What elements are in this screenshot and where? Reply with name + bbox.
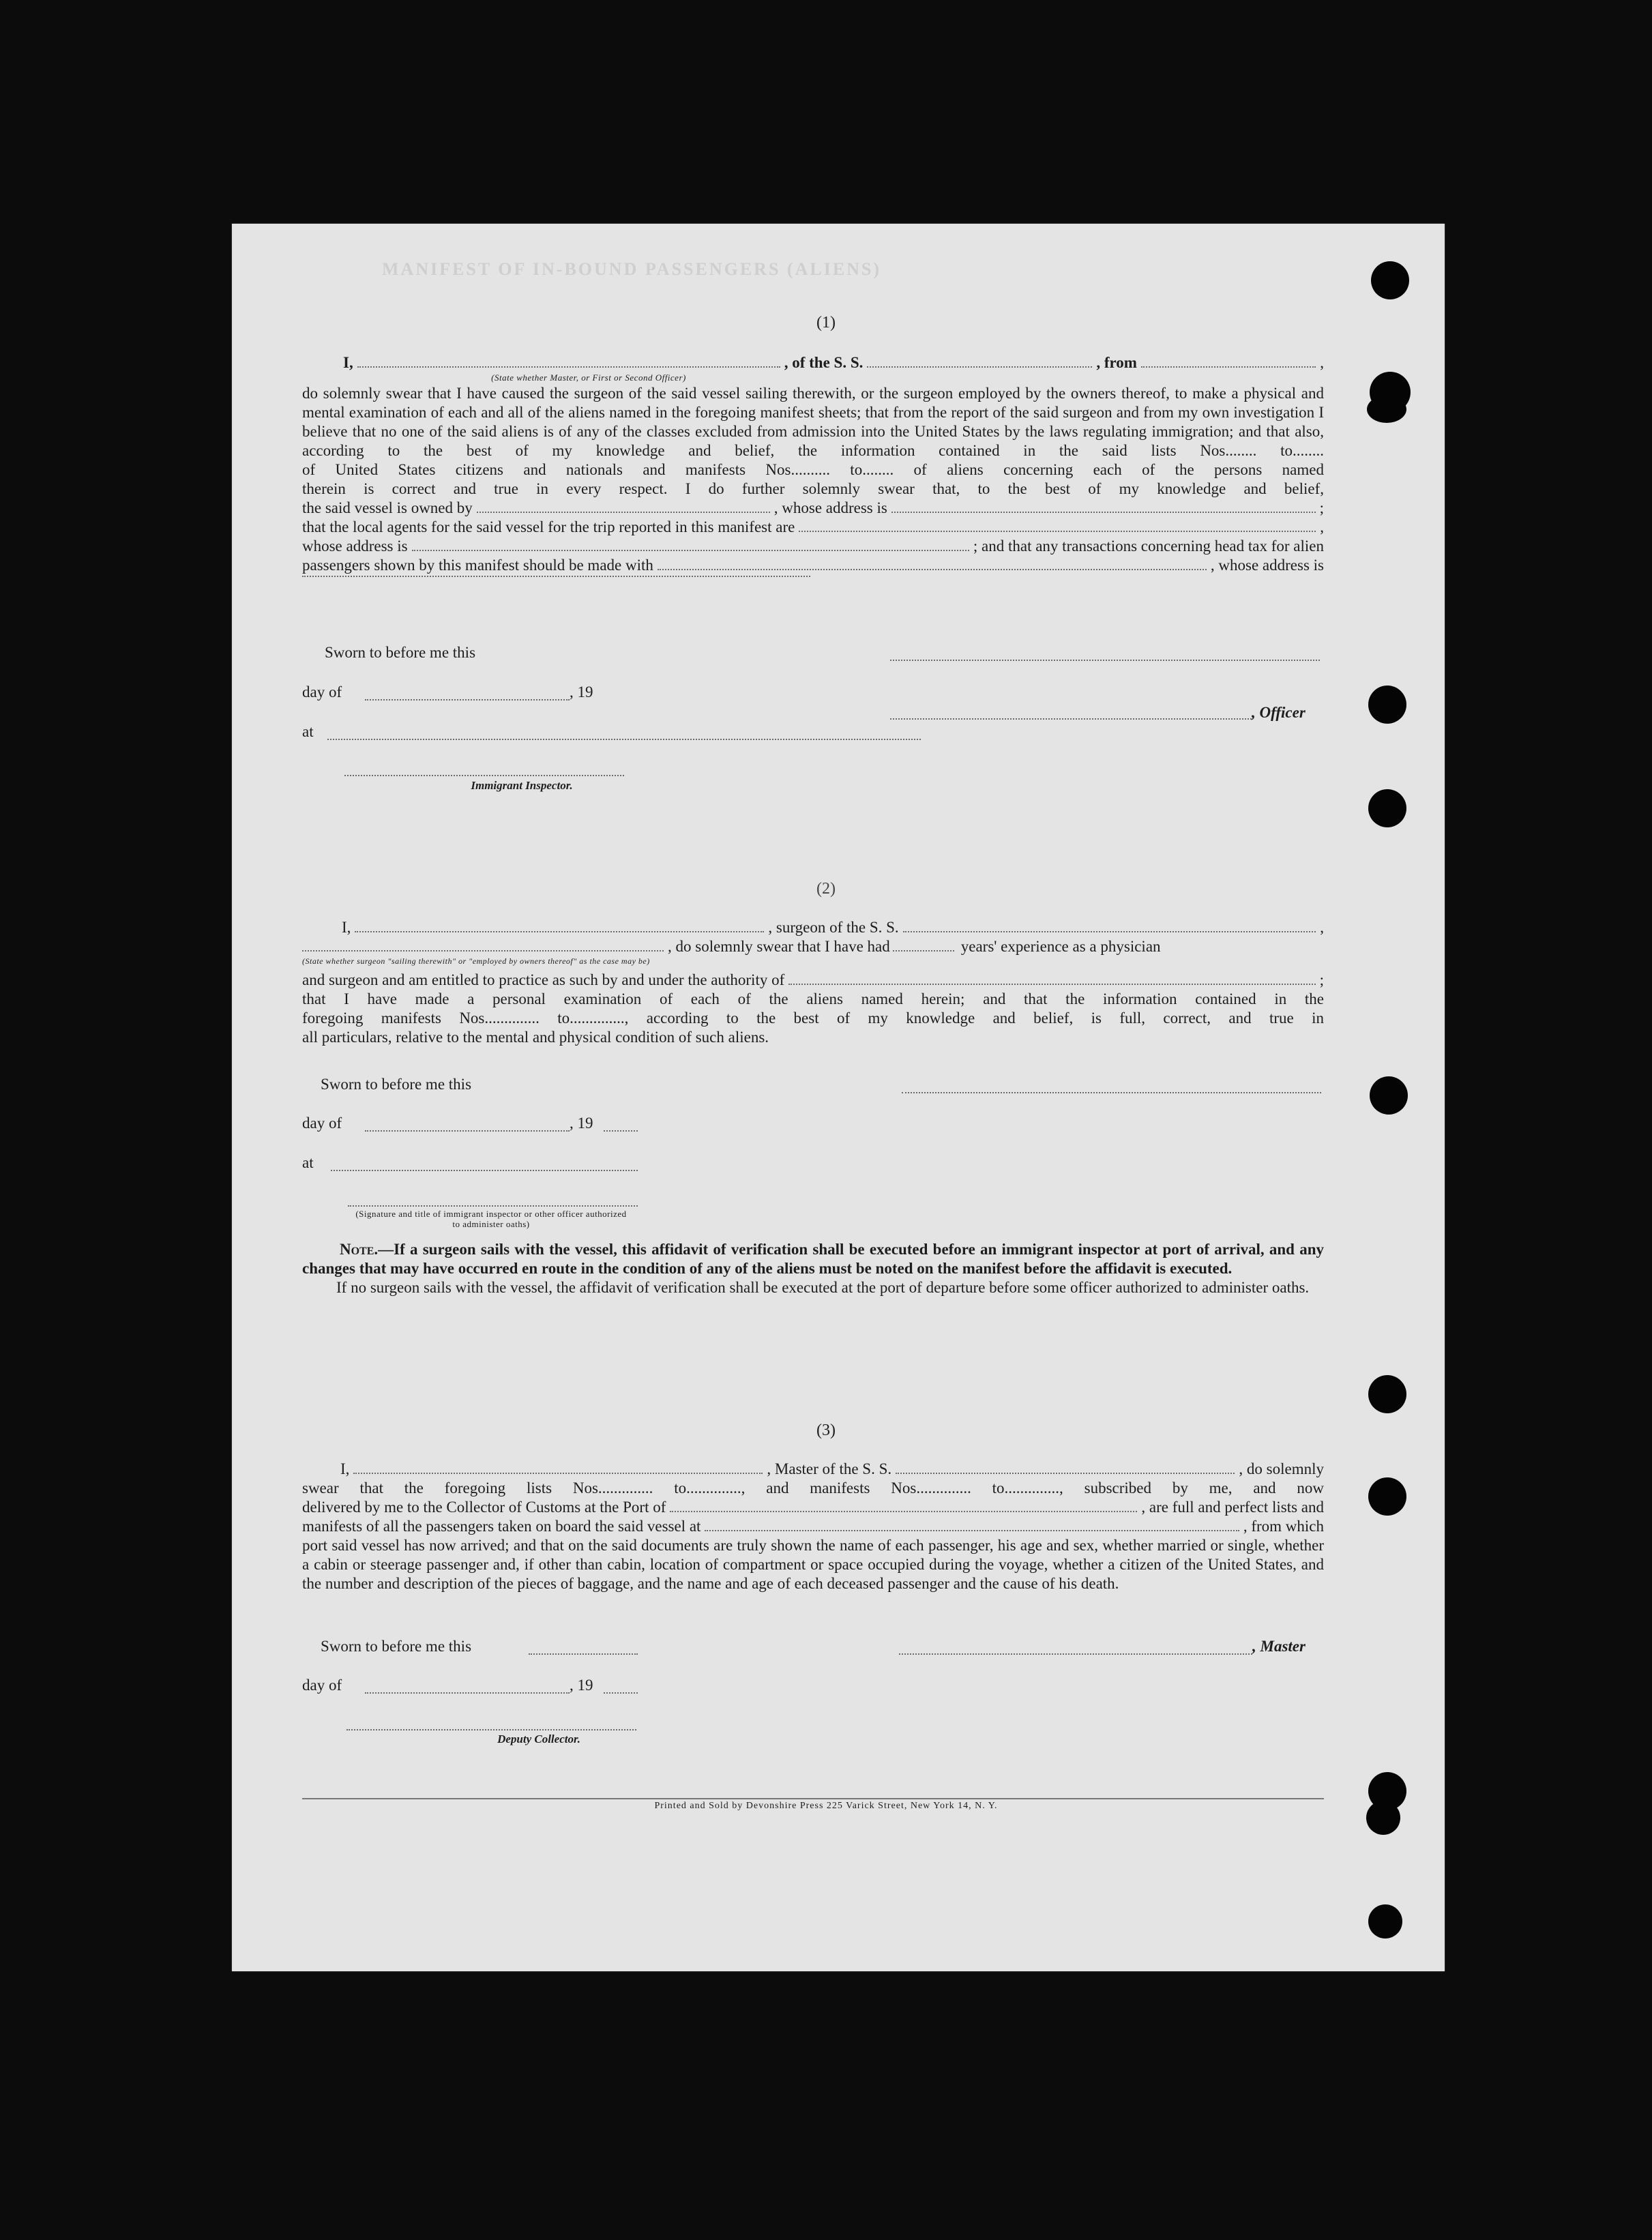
agents-address-field — [412, 549, 969, 551]
s2-l2-b: years' experience as a physician — [960, 938, 1161, 955]
s1-officer-line — [890, 718, 1252, 720]
printer-footer: Printed and Sold by Devonshire Press 225 Varick Street, New York 14, N. Y. — [654, 1801, 998, 1811]
punch-hole — [1371, 261, 1409, 299]
s1-inspector: Immigrant Inspector. — [471, 779, 573, 792]
s1-line-6 — [302, 537, 1324, 556]
s2-year: , 19 — [570, 1115, 593, 1132]
s1-officer: , Officer — [1252, 704, 1306, 721]
port-field — [670, 1510, 1137, 1512]
s3-day: day of — [302, 1677, 342, 1694]
surgeon-name-field — [355, 930, 764, 932]
s3-year-line — [604, 1692, 638, 1694]
s2-line-2 — [302, 937, 1324, 956]
s3-master: , Master — [1252, 1638, 1306, 1655]
s1-body: do solemnly swear that I have caused the surgeon of the said vessel sailing therewith, or the surgeon employed by the owners thereof, to make a physical and mental examination of each and all of the aliens named in the foregoing manifest sheets; that from the report of the said surgeon and from my own investigation I believe that no one of the said aliens is of any of the classes excluded from admission into the United States by the laws regulating immigration; and that also, according to the best of my knowledge and belief, the information contained in the said lists Nos........ to........ — [302, 385, 1324, 459]
s1-l5-a: that the local agents for the said vessel for the trip reported in this manifest are — [302, 518, 795, 535]
s1-day: day of — [302, 683, 342, 701]
owner-address-field — [891, 511, 1316, 513]
s1-l1-note: (State whether Master, or First or Second Officer) — [491, 372, 686, 383]
s1-day-line — [365, 698, 570, 701]
master-name-field — [353, 1472, 763, 1474]
s1-line-7 — [302, 556, 1324, 575]
s3-l3-a: delivered by me to the Collector of Customs at the Port of — [302, 1499, 666, 1516]
s2-l2-a: , do solemnly swear that I have had — [668, 938, 890, 955]
s2-note — [302, 1240, 1324, 1297]
s1-line-4 — [302, 499, 1324, 518]
s1-at: at — [302, 723, 314, 740]
section-1 — [302, 353, 1324, 582]
punch-hole — [1368, 1477, 1406, 1516]
owner-field — [477, 511, 770, 513]
s1-l7-b: , whose address is — [1210, 557, 1324, 574]
section-1-line-1 — [302, 353, 1324, 372]
s1-year: , 19 — [570, 683, 593, 701]
s1-l1-b: , of the S. S. — [784, 354, 864, 371]
s3-day-line — [365, 1692, 570, 1694]
s1-sworn-line — [890, 659, 1320, 661]
s3-line-2: swear that the foregoing lists Nos.............. to.............., and manifests Nos.............. to.............., subscribed by me, and now — [302, 1479, 1324, 1497]
s1-line-8 — [302, 575, 1324, 582]
section-3-number: (3) — [816, 1421, 836, 1439]
vessel-name-field — [867, 366, 1092, 368]
s1-sworn: Sworn to before me this — [325, 644, 476, 661]
s3-line-3 — [302, 1498, 1324, 1517]
s2-l3-end: ; — [1319, 971, 1324, 988]
section-2-number: (2) — [816, 880, 836, 898]
s2-l1-b: , surgeon of the S. S. — [768, 919, 899, 936]
s1-l6-a: whose address is — [302, 537, 408, 555]
s3-collector: Deputy Collector. — [497, 1733, 580, 1745]
s3-l4-b: , from which — [1243, 1518, 1324, 1535]
s2-sworn: Sworn to before me this — [321, 1076, 472, 1093]
s2-l1-end: , — [1320, 919, 1324, 936]
s2-line-1 — [302, 918, 1324, 937]
section-1-number: (1) — [816, 314, 836, 331]
s3-l4-a: manifests of all the passengers taken on board the said vessel at — [302, 1518, 701, 1535]
s3-collector-line — [346, 1728, 636, 1730]
s1-l5-end: , — [1320, 518, 1324, 535]
s1-l4-a: the said vessel is owned by — [302, 499, 473, 516]
s1-at-line — [327, 738, 921, 740]
s1-l1-a: I, — [343, 354, 353, 371]
officer-name-field — [357, 366, 780, 368]
head-tax-address-field — [302, 575, 810, 577]
s2-year-line — [604, 1130, 638, 1132]
s2-at: at — [302, 1154, 314, 1171]
footer-rule — [302, 1798, 1324, 1799]
s1-l7-a: passengers shown by this manifest should be made with — [302, 557, 653, 574]
s2-day-line — [365, 1130, 570, 1132]
s3-body: port said vessel has now arrived; and that on the said documents are truly shown the name of each passenger, his age and sex, whether married or single, whether a cabin or steerage passenger and, if other than cabin, location of compartment or space occupied during the voyage, whether a citizen of the United States, and the number and description of the pieces of baggage, and the name and age of each deceased passenger and the cause of his death. — [302, 1537, 1324, 1592]
s1-line-3: therein is correct and true in every respect. I do further solemnly swear that, to the best of my knowledge and belief, — [302, 480, 1324, 497]
punch-hole — [1368, 686, 1406, 724]
s3-line-4 — [302, 1517, 1324, 1536]
s1-l1-end: , — [1320, 354, 1324, 371]
head-tax-party-field — [658, 568, 1207, 570]
s3-year: , 19 — [570, 1677, 593, 1694]
s2-sworn-line — [902, 1091, 1321, 1093]
s1-line-5 — [302, 518, 1324, 537]
punch-hole — [1368, 789, 1406, 827]
s3-l1-b: , Master of the S. S. — [767, 1460, 892, 1477]
faint-header: MANIFEST OF IN-BOUND PASSENGERS (ALIENS) — [382, 259, 882, 279]
s3-sworn-line — [529, 1653, 638, 1655]
s2-note-1 — [302, 1240, 1324, 1278]
authority-field — [788, 983, 1315, 985]
section-3 — [302, 1460, 1324, 1593]
from-port-field — [1141, 366, 1316, 368]
boarding-port-field — [705, 1529, 1239, 1531]
s2-l3-a: and surgeon and am entitled to practice as such by and under the authority of — [302, 971, 785, 988]
punch-hole — [1367, 396, 1406, 423]
s2-sig-caption: (Signature and title of immigrant inspector or other officer authorized to administer oaths) — [355, 1209, 627, 1229]
s2-line-6: all particulars, relative to the mental and physical condition of such aliens. — [302, 1029, 769, 1046]
s2-note-2: If no surgeon sails with the vessel, the affidavit of verification shall be executed at the port of departure before some officer authorized to administer oaths. — [336, 1279, 1310, 1296]
s2-day: day of — [302, 1115, 342, 1132]
s3-master-line — [899, 1653, 1252, 1655]
s2-l1-a: I, — [342, 919, 351, 936]
s2-line-3 — [302, 971, 1324, 990]
punch-hole — [1370, 1076, 1408, 1115]
s1-l6-b: ; and that any transactions concerning head tax for alien — [973, 537, 1324, 555]
s1-line-2: of United States citizens and nationals and manifests Nos.......... to........ of aliens concerning each of the persons named — [302, 461, 1324, 478]
s2-note-text: —If a surgeon sails with the vessel, this affidavit of verification shall be executed before an immigrant inspector at port of arrival, and any changes that may have occurred en route in the condition of any of the aliens must be noted on the manifest before the affidavit is executed. — [302, 1241, 1324, 1277]
s3-sworn: Sworn to before me this — [321, 1638, 472, 1655]
punch-hole — [1368, 1904, 1402, 1939]
surgeon-status-field — [302, 949, 664, 952]
agents-field — [799, 530, 1316, 532]
s2-line-4: that I have made a personal examination of each of the aliens named herein; and that the information contained in the — [302, 990, 1324, 1007]
s1-inspector-line — [344, 774, 624, 776]
section-2 — [302, 918, 1324, 1047]
s2-signature-line — [348, 1205, 638, 1207]
s3-l1-a: I, — [340, 1460, 350, 1477]
s3-l3-b: , are full and perfect lists and — [1141, 1499, 1324, 1516]
s3-l1-c: , do solemnly — [1239, 1460, 1324, 1477]
s2-at-line — [331, 1169, 638, 1171]
s2-l2-note: (State whether surgeon "sailing therewith" or "employed by owners thereof" as the case may be) — [302, 956, 650, 966]
s1-l1-c: , from — [1096, 354, 1137, 371]
s2-line-5: foregoing manifests Nos.............. to.............., according to the best of my knowledge and belief, is full, correct, and true in — [302, 1010, 1324, 1027]
s2-note-label: Note. — [340, 1241, 379, 1258]
s1-l4-b: , whose address is — [773, 499, 887, 516]
punch-hole — [1368, 1375, 1406, 1413]
s3-vessel-field — [896, 1472, 1235, 1474]
s2-vessel-field — [903, 930, 1316, 932]
s3-line-1 — [302, 1460, 1324, 1479]
years-field — [893, 949, 954, 952]
s1-l4-end: ; — [1319, 499, 1324, 516]
